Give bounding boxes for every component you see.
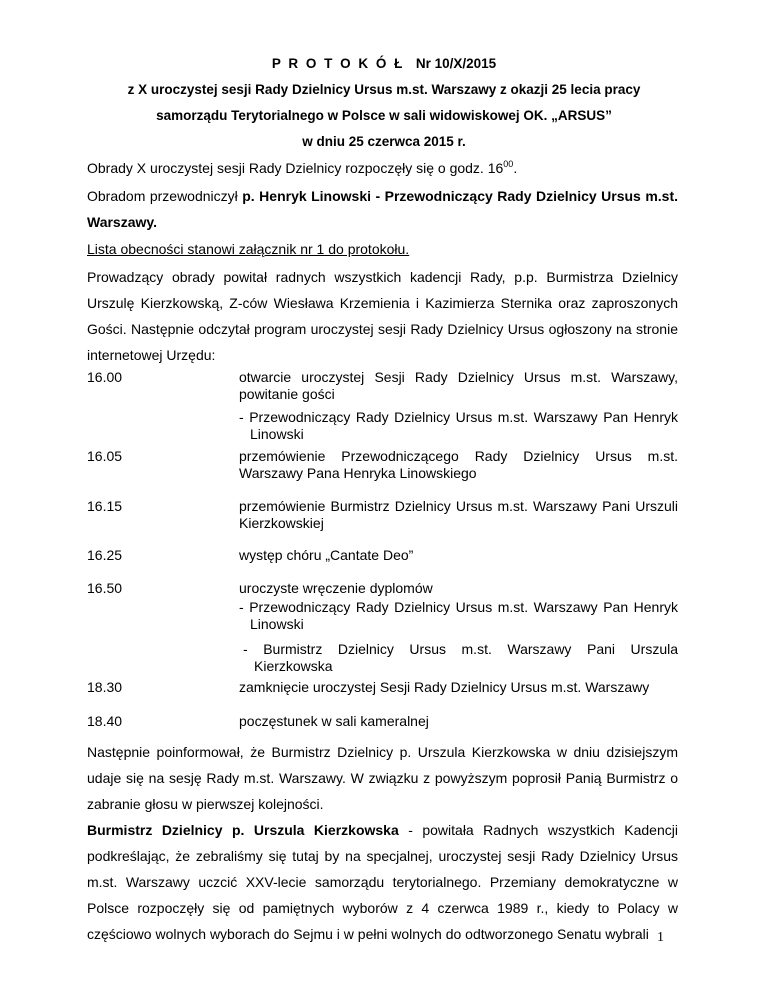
attendance-note: Lista obecności stanowi załącznik nr 1 do protokołu. bbox=[87, 241, 410, 257]
chair-paragraph: Obradom przewodniczył p. Henryk Linowski - Przewodniczący Rady Dzielnicy Ursus m.st. Warszawy. bbox=[87, 188, 678, 230]
speech-paragraph: Burmistrz Dzielnicy p. Urszula Kierzkowska - powitała Radnych wszystkich Kadencji podkreślając, że zebraliśmy się tutaj by na specjalnej, uroczystej sesji Rady Dzielnicy Ursus m.st. Warszawy uczcić XXV-lecie samorządu terytorialnego. Przemiany demokratyczne w Polsce rozpoczęły się od pamiętnych wyborów z 4 czerwca 1989 r., kiedy to Polacy w częściowo wolnych wyborach do Sejmu i w pełni wolnych do odtworzonego Senatu wybrali bbox=[87, 822, 678, 942]
opening-paragraph: Obrady X uroczystej sesji Rady Dzielnicy rozpoczęły się o godz. $16^{00}$. bbox=[87, 159, 518, 176]
title-number: Nr 10/X/2015 bbox=[415, 56, 497, 71]
title-protokol: P R O T O K Ó Ł bbox=[271, 56, 405, 71]
program-subitem: - Przewodniczący Rady Dzielnicy Ursus m.st. Warszawy Pan Henryk Linowski bbox=[239, 599, 678, 632]
page-number: 1 bbox=[657, 930, 664, 945]
intro-paragraph: Prowadzący obrady powitał radnych wszystkich kadencji Rady, p.p. Burmistrza Dzielnicy Urszulę Kierzkowską, Z-ców Wiesława Krzemienia i Kazimierza Sternika oraz zaproszonych Gości. Następnie odczytał program uroczystej sesji Rady Dzielnicy Ursus ogłoszony na stronie internetowej Urzędu: bbox=[87, 269, 678, 363]
date-line: w dniu 25 czerwca 2015 r. bbox=[302, 134, 466, 149]
program-subitem: - Przewodniczący Rady Dzielnicy Ursus m.st. Warszawy Pan Henryk Linowski bbox=[239, 409, 678, 442]
program-subitem: - Burmistrz Dzielnicy Ursus m.st. Warszawy Pani Urszula Kierzkowska bbox=[243, 641, 678, 674]
subtitle-line-1: z X uroczystej sesji Rady Dzielnicy Ursus m.st. Warszawy z okazji 25 lecia pracy bbox=[127, 82, 641, 97]
subtitle-line-2: samorządu Terytorialnego w Polsce w sali widowiskowej OK. „ARSUS” bbox=[156, 108, 612, 123]
document-page: P R O T O K Ó Ł Nr 10/X/2015 z X uroczystej sesji Rady Dzielnicy Ursus m.st. Warszawy z okazji 25 lecia pracy samorządu Terytorialnego w Polsce w sali widowiskowej OK. „ARSUS” w dniu 25 czerwca 2015 r. Obrady X uroczystej sesji Rady Dzielnicy rozpoczęły się o godz. $16^{00}$. Obradom przewodniczył p. Henryk Linowski - Przewodniczący Rady Dzielnicy Ursus m.st. Warszawy. Lista obecności stanowi załącznik nr 1 do protokołu. Prowadzący obrady powitał radnych wszystkich kadencji Rady, p.p. Burmistrza Dzielnicy Urszulę Kierzkowską, Z-ców Wiesława Krzemienia i Kazimierza Sternika oraz zaproszonych Gości. Następnie odczytał program uroczystej sesji Rady Dzielnicy Ursus ogłoszony na stronie internetowej Urzędu: 16.00 otwarcie uroczystej Sesji Rady Dzielnicy Ursus m.st. Warszawy, powitanie gości - Przewodniczący Rady Dzielnicy Ursus m.st. Warszawy Pan Henryk Linowski 16.05 przemówienie Przewodniczącego Rady Dzielnicy Ursus m.st. Warszawy Pana Henryka Linowskiego 16.15 przemówienie Burmistrz Dzielnicy Ursus m.st. Warszawy Pani Urszuli Kierzkowskiej 16.25 występ chóru „Cantate Deo” 16.50 uroczyste wręczenie dyplomów - Przewodniczący Rady Dzielnicy Ursus m.st. Warszawy Pan Henryk Linowski - Burmistrz Dzielnicy Ursus m.st. Warszawy Pani Urszula Kierzkowska 18.30 zamknięcie uroczystej Sesji Rady Dzielnicy Ursus m.st. Warszawy 18.40 poczęstunek w sali kameralnej Następnie poinformował, że Burmistrz Dzielnicy p. Urszula Kierzkowska w dniu dzisiejszym udaje się na sesję Rady m.st. Warszawy. W związku z powyższym poprosił Panią Burmistrz o zabranie głosu w pierwszej kolejności. Burmistrz Dzielnicy p. Urszula Kierzkowska - powitała Radnych wszystkich Kadencji podkreślając, że zebraliśmy się tutaj by na specjalnej, uroczystej sesji Rady Dzielnicy Ursus m.st. Warszawy uczcić XXV-lecie samorządu terytorialnego. Przemiany demokratyczne w Polsce rozpoczęły się od pamiętnych wyborów z 4 czerwca 1989 r., kiedy to Polacy w częściowo wolnych wyborach do Sejmu i w pełni wolnych do odtworzonego Senatu wybrali 1 bbox=[0, 0, 768, 994]
after-paragraph: Następnie poinformował, że Burmistrz Dzielnicy p. Urszula Kierzkowska w dniu dzisiejszym udaje się na sesję Rady m.st. Warszawy. W związku z powyższym poprosił Panią Burmistrz o zabranie głosu w pierwszej kolejności. bbox=[87, 744, 678, 812]
document-title bbox=[0, 56, 768, 71]
